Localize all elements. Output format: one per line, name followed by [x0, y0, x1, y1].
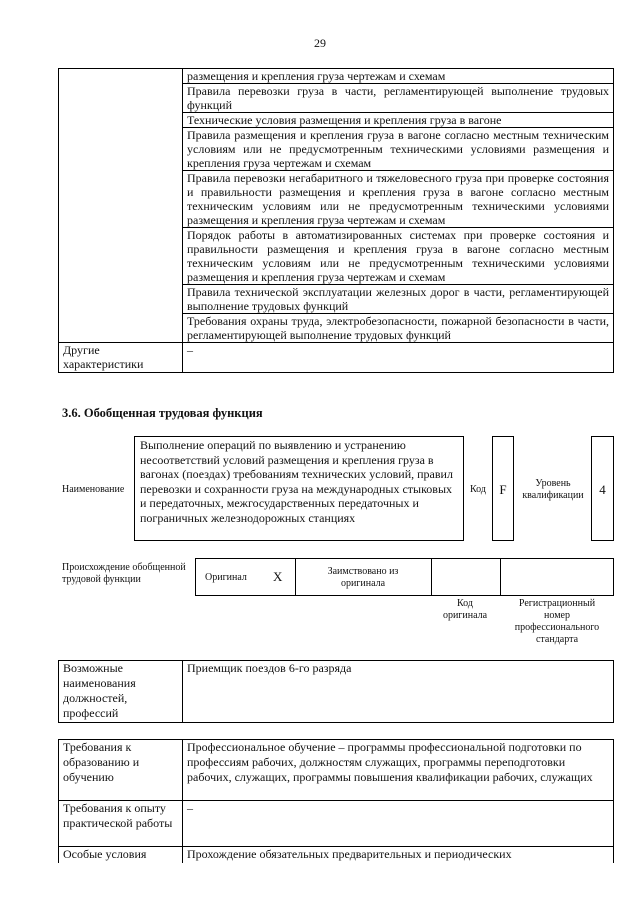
knowledge-label-cell [59, 69, 183, 343]
experience-value: – [183, 801, 614, 847]
other-characteristics-label: Другие характеристики [59, 343, 183, 373]
knowledge-row: Правила перевозки груза в части, регламентирующей выполнение трудовых функций [183, 84, 614, 113]
knowledge-row: Требования охраны труда, электробезопасности, пожарной безопасности в части, регламентирующей выполнение трудовых функций [183, 314, 614, 343]
positions-label: Возможные наименования должностей, профессий [59, 661, 183, 723]
knowledge-row: Технические условия размещения и крепления груза в вагоне [183, 113, 614, 128]
function-name-value: Выполнение операций по выявлению и устранению несоответствий условий размещения и крепления груза в вагонах (поездах) требованиям технических условий, правил перевозки и сохранности груза на международных стыковых и передаточных, межгосударственных передаточных и пограничных железнодорожных станциях [140, 438, 453, 525]
level-value: 4 [599, 482, 606, 497]
code-box [492, 436, 514, 541]
knowledge-row: Правила размещения и крепления груза в вагоне согласно местным техническим условиям или не предусмотренным техническими условиями размещения и крепления груза чертежам и схемам [183, 128, 614, 171]
knowledge-row: Правила технической эксплуатации железных дорог в части, регламентирующей выполнение трудовых функций [183, 285, 614, 314]
experience-label: Требования к опыту практической работы [59, 801, 183, 847]
level-box [591, 436, 614, 541]
knowledge-row: размещения и крепления груза чертежам и схемам [183, 69, 614, 84]
knowledge-table [58, 68, 614, 373]
original-mark: X [273, 569, 283, 584]
page-number: 29 [314, 36, 326, 50]
code-original-caption: Код оригинала [442, 598, 488, 621]
education-label: Требования к образованию и обучению [59, 740, 183, 801]
knowledge-row: Порядок работы в автоматизированных системах при проверке состояния и правильности размещения и крепления груза в вагоне согласно местным техническим условиям или не предусмотренным техническими условиями размещения и крепления груза чертежам и схемам [183, 228, 614, 285]
positions-table [58, 660, 614, 723]
borrowed-label: Заимствовано из оригинала [327, 566, 399, 589]
special-conditions-label: Особые условия [59, 847, 183, 863]
requirements-table [58, 739, 614, 863]
function-name-box [134, 436, 464, 541]
positions-value: Приемщик поездов 6-го разряда [183, 661, 614, 723]
function-name-label: Наименование [62, 484, 125, 495]
code-label: Код [470, 484, 486, 495]
special-conditions-value: Прохождение обязательных предварительных и периодических [183, 847, 614, 863]
level-label: Уровень квалификации [522, 478, 584, 501]
registration-number-caption: Регистрационный номер профессионального стандарта [514, 598, 600, 645]
origin-label: Происхождение обобщенной трудовой функции [62, 562, 186, 585]
education-value: Профессиональное обучение – программы профессиональной подготовки по профессиям рабочих, должностям служащих, программы переподготовки рабочих, служащих, программы повышения квалификации рабочих, служащих [183, 740, 614, 801]
other-characteristics-value: – [183, 343, 614, 373]
code-value: F [499, 482, 507, 497]
knowledge-row: Правила перевозки негабаритного и тяжеловесного груза при проверке состояния и правильности размещения и крепления груза в вагоне согласно местным техническим условиям или не предусмотренным техническими условиями размещения и крепления груза чертежам и схемам [183, 171, 614, 228]
original-label: Оригинал [205, 572, 247, 583]
section-heading: 3.6. Обобщенная трудовая функция [62, 406, 263, 420]
